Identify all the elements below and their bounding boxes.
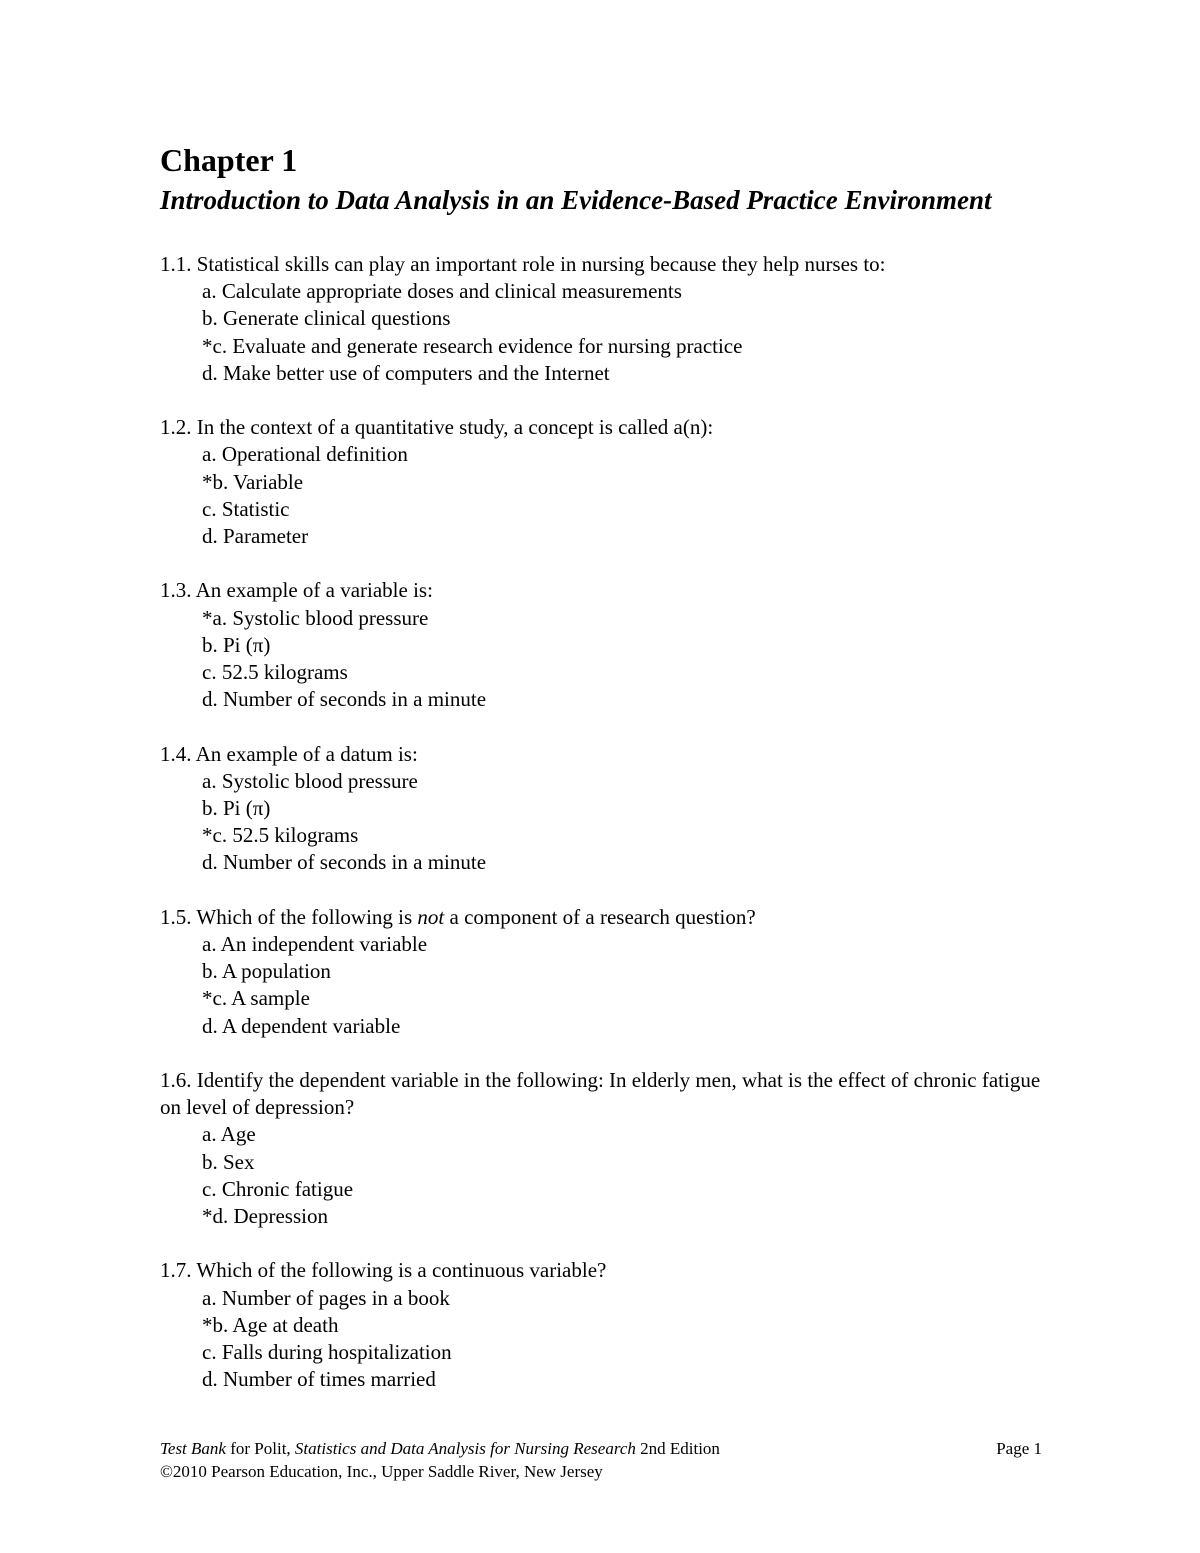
answer-option: d. Parameter	[202, 524, 309, 549]
answer-option: *b. Age at death	[202, 1312, 339, 1337]
question-stem-text: 1.5. Which of the following is	[160, 904, 418, 929]
answer-option: *c. 52.5 kilograms	[202, 823, 359, 848]
question-stem-text: a component of a research question?	[444, 904, 756, 929]
document-page	[160, 142, 1060, 1421]
question-1-5	[160, 904, 1060, 1040]
answer-option: b. Pi (π)	[202, 796, 271, 821]
answer-option: a. Calculate appropriate doses and clinical measurements	[202, 279, 682, 304]
question-1-6	[160, 1067, 1060, 1230]
page-number: Page 1	[996, 1439, 1042, 1458]
answer-option: d. Number of seconds in a minute	[202, 687, 487, 712]
answer-option: d. Number of times married	[202, 1367, 436, 1392]
answer-options	[160, 768, 1060, 877]
question-stem: 1.7. Which of the following is a continuous variable?	[160, 1258, 607, 1283]
question-stem-emphasis: not	[417, 904, 445, 929]
answer-option: c. Statistic	[202, 496, 290, 521]
answer-option: a. Age	[202, 1122, 256, 1147]
question-stem	[160, 904, 1060, 931]
answer-option: a. Operational definition	[202, 442, 408, 467]
page-footer	[160, 1437, 1042, 1483]
question-1-2	[160, 414, 1060, 550]
answer-option: d. Number of seconds in a minute	[202, 850, 487, 875]
answer-option: d. Make better use of computers and the Internet	[202, 360, 610, 385]
footer-copyright: ©2010 Pearson Education, Inc., Upper Saddle River, New Jersey	[160, 1462, 603, 1481]
question-stem: 1.1. Statistical skills can play an important role in nursing because they help nurses to:	[160, 252, 886, 276]
chapter-title: Chapter 1	[160, 142, 298, 178]
chapter-subtitle: Introduction to Data Analysis in an Evidence-Based Practice Environment	[160, 185, 992, 215]
answer-options	[160, 931, 1060, 1040]
footer-book-title: Statistics and Data Analysis for Nursing Research	[294, 1439, 636, 1458]
footer-test-bank: Test Bank	[160, 1439, 226, 1458]
answer-option: *c. Evaluate and generate research evidence for nursing practice	[202, 333, 743, 358]
answer-option: *c. A sample	[202, 986, 310, 1011]
answer-option: c. 52.5 kilograms	[202, 660, 348, 685]
answer-option: a. Number of pages in a book	[202, 1285, 450, 1310]
answer-options	[160, 1121, 1060, 1230]
answer-option: b. Pi (π)	[202, 632, 271, 657]
answer-option: a. An independent variable	[202, 932, 428, 957]
answer-option: b. Generate clinical questions	[202, 306, 451, 331]
answer-option: a. Systolic blood pressure	[202, 768, 418, 793]
answer-option: *d. Depression	[202, 1204, 328, 1229]
footer-edition: 2nd Edition	[635, 1439, 720, 1458]
question-stem: 1.6. Identify the dependent variable in the following: In elderly men, what is the effect of chronic fatigue on level of depression?	[160, 1068, 1041, 1120]
answer-option: d. A dependent variable	[202, 1013, 401, 1038]
answer-option: c. Falls during hospitalization	[202, 1340, 452, 1365]
question-stem: 1.3. An example of a variable is:	[160, 578, 433, 603]
footer-source-line	[160, 1437, 1042, 1460]
question-1-4	[160, 741, 1060, 877]
question-1-7	[160, 1257, 1060, 1393]
question-stem: 1.2. In the context of a quantitative study, a concept is called a(n):	[160, 415, 714, 440]
answer-option: b. Sex	[202, 1149, 255, 1174]
answer-option: *b. Variable	[202, 469, 304, 494]
answer-options	[160, 1285, 1060, 1394]
question-1-1	[160, 251, 1060, 387]
answer-options	[160, 441, 1060, 550]
question-1-3	[160, 577, 1060, 713]
answer-options	[160, 278, 1060, 387]
answer-option: c. Chronic fatigue	[202, 1176, 354, 1201]
answer-options	[160, 605, 1060, 714]
answer-option: *a. Systolic blood pressure	[202, 605, 429, 630]
footer-source	[160, 1437, 720, 1460]
question-stem: 1.4. An example of a datum is:	[160, 741, 418, 766]
question-list	[160, 251, 1060, 1393]
footer-text: for Polit,	[225, 1439, 295, 1458]
answer-option: b. A population	[202, 959, 331, 984]
